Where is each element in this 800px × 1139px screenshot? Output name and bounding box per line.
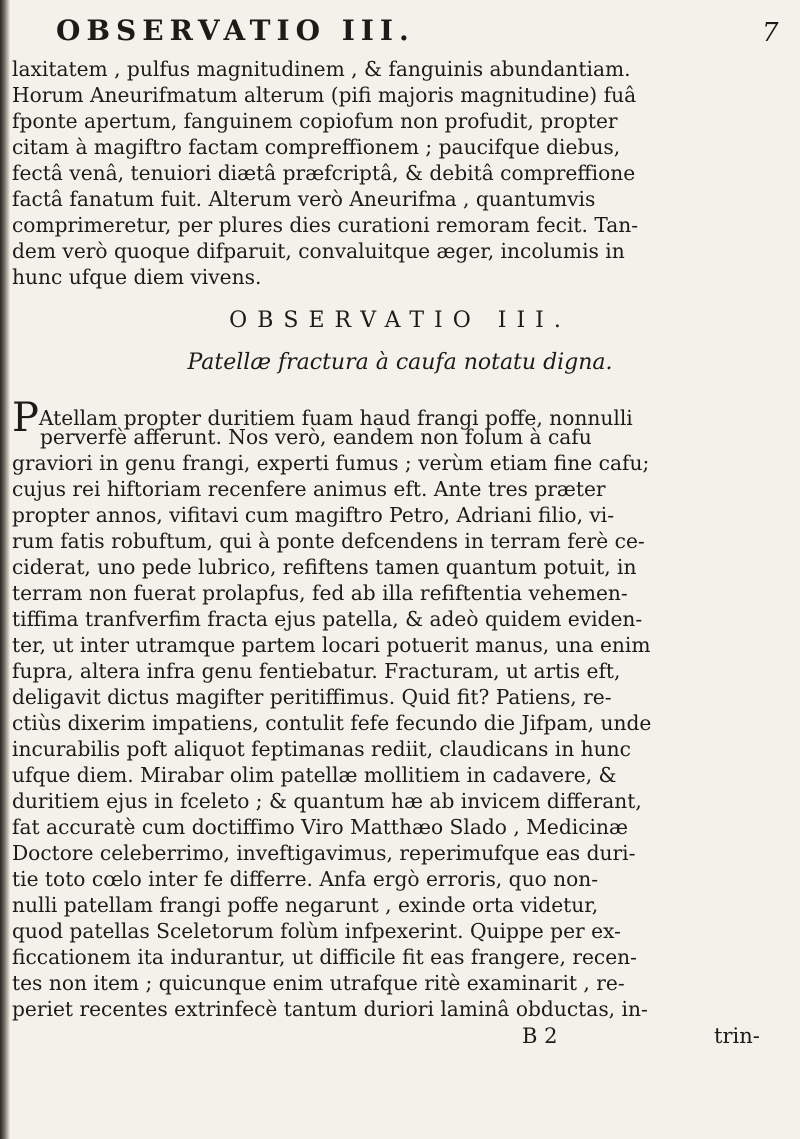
page-gutter-shadow bbox=[0, 0, 10, 1139]
text-line: ficcationem ita indurantur, ut difficile fit eas frangere, recen- bbox=[12, 945, 637, 969]
text-line: periet recentes extrinfecè tantum duriori laminâ obductas, in- bbox=[12, 997, 648, 1021]
first-line-text: Atellam propter duritiem fuam haud frangi poffe, nonnulli bbox=[38, 406, 633, 430]
text-line: tiffima tranfverfim fracta ejus patella, & adeò quidem eviden- bbox=[12, 607, 643, 631]
text-line: terram non fuerat prolapfus, fed ab illa refiftentia vehemen- bbox=[12, 581, 628, 605]
text-line: cujus rei hiftoriam recenfere animus eft. Ante tres præter bbox=[12, 477, 606, 501]
text-line: ciderat, uno pede lubrico, refiftens tamen quantum potuit, in bbox=[12, 555, 637, 579]
section-heading: OBSERVATIO III. bbox=[229, 308, 571, 333]
text-line: incurabilis poft aliquot feptimanas rediit, claudicans in hunc bbox=[12, 737, 631, 761]
catchword: trin- bbox=[714, 1024, 760, 1048]
text-line: tie toto cœlo inter fe differre. Anfa ergò erroris, quo non- bbox=[12, 867, 599, 891]
text-line: propter annos, vifitavi cum magiftro Petro, Adriani filio, vi- bbox=[12, 503, 615, 527]
text-line: comprimeretur, per plures dies curationi remoram fecit. Tan- bbox=[12, 213, 639, 237]
text-line: fupra, altera infra genu fentiebatur. Fracturam, ut artis eft, bbox=[12, 659, 621, 683]
text-line: dem verò quoque difparuit, convaluitque æger, incolumis in bbox=[12, 239, 625, 263]
text-line: nulli patellam frangi poffe negarunt , exinde orta videtur, bbox=[12, 893, 599, 917]
section-subtitle: Patellæ fractura à caufa notatu digna. bbox=[187, 350, 613, 375]
text-line: ctiùs dixerim impatiens, contulit fefe fecundo die Jifpam, unde bbox=[12, 711, 652, 735]
text-line: rum fatis robuftum, qui à ponte defcendens in terram ferè ce- bbox=[12, 529, 645, 553]
text-line: citam à magiftro factam compreffionem ; paucifque diebus, bbox=[12, 135, 621, 159]
text-line: quod patellas Sceletorum folùm infpexerint. Quippe per ex- bbox=[12, 919, 621, 943]
text-line: deligavit dictus magifter peritiffimus. Quid fit? Patiens, re- bbox=[12, 685, 612, 709]
signature-mark: B 2 bbox=[522, 1024, 558, 1048]
text-line: perverfè afferunt. Nos verò, eandem non folum à cafu bbox=[40, 425, 592, 449]
text-line: tes non item ; quicunque enim utrafque ritè examinarit , re- bbox=[12, 971, 625, 995]
text-line: ter, ut inter utramque partem locari potuerit manus, una enim bbox=[12, 633, 651, 657]
running-title: OBSERVATIO III. bbox=[56, 14, 415, 47]
text-line: factâ fanatum fuit. Alterum verò Aneurifma , quantumvis bbox=[12, 187, 596, 211]
page-header bbox=[0, 12, 800, 52]
text-line: laxitatem , pulfus magnitudinem , & fanguinis abundantiam. bbox=[12, 57, 631, 81]
drop-cap: P bbox=[12, 398, 39, 438]
page-number: 7 bbox=[762, 18, 779, 48]
text-line: Horum Aneurifmatum alterum (pifi majoris magnitudine) fuâ bbox=[12, 83, 637, 107]
text-line: fponte apertum, fanguinem copiofum non profudit, propter bbox=[12, 109, 618, 133]
text-line: duritiem ejus in fceleto ; & quantum hæ ab invicem differant, bbox=[12, 789, 642, 813]
text-line: fat accuratè cum doctiffimo Viro Matthæo Slado , Medicinæ bbox=[12, 815, 628, 839]
text-line: fectâ venâ, tenuiori diætâ præfcriptâ, & debitâ compreffione bbox=[12, 161, 636, 185]
text-line: ufque diem. Mirabar olim patellæ mollitiem in cadavere, & bbox=[12, 763, 617, 787]
text-line: hunc ufque diem vivens. bbox=[12, 265, 262, 289]
text-line: Doctore celeberrimo, inveftigavimus, reperimufque eas duri- bbox=[12, 841, 636, 865]
text-line: graviori in genu frangi, experti fumus ; verùm etiam fine cafu; bbox=[12, 451, 650, 475]
